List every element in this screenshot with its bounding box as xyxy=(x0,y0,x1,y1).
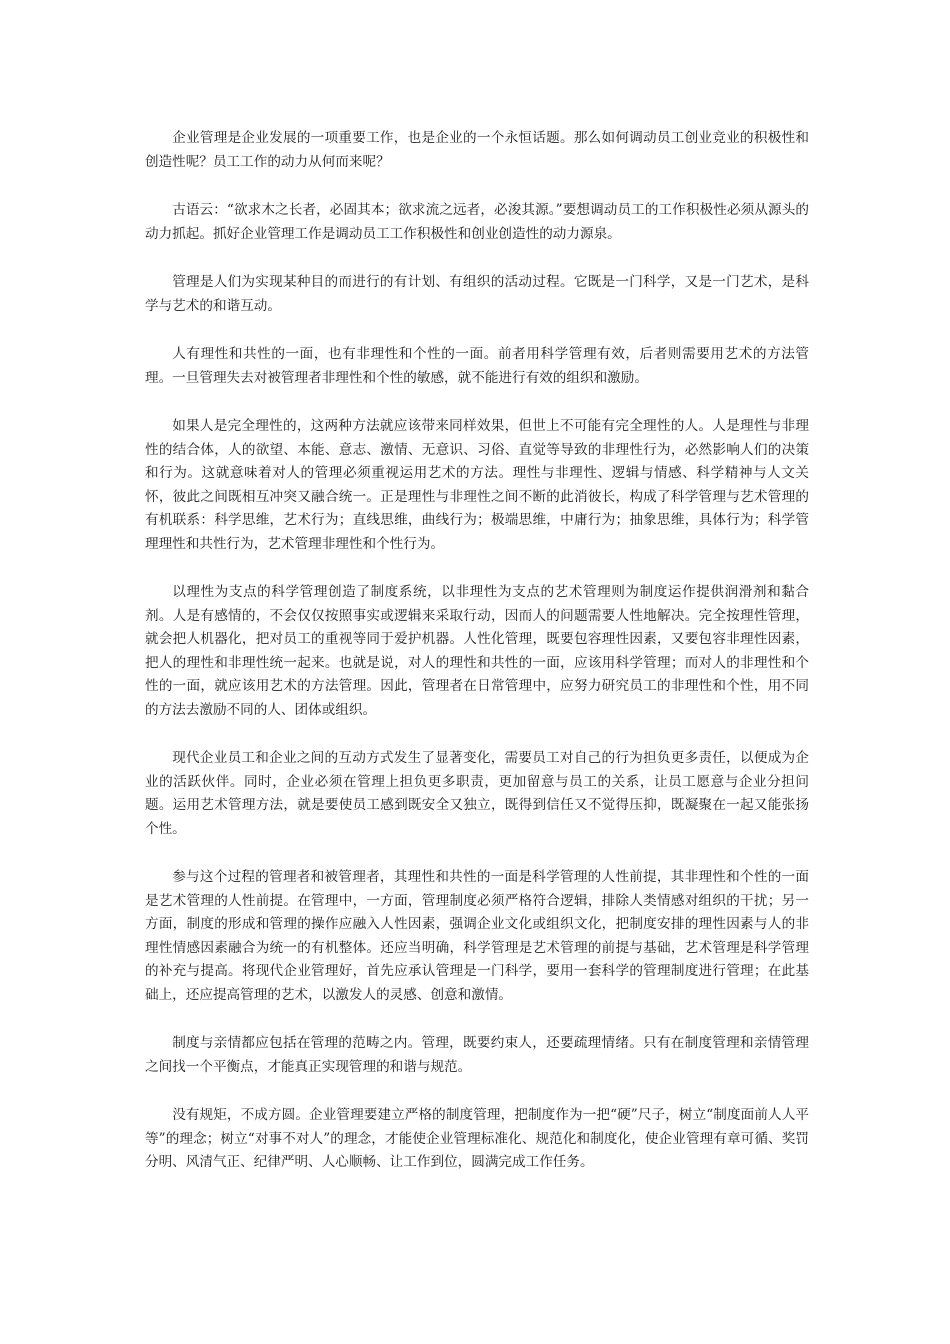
paragraph: 如果人是完全理性的，这两种方法就应该带来同样效果，但世上不可能有完全理性的人。人是理性与非理性的结合体，人的欲望、本能、意志、激情、无意识、习俗、直觉等导致的非理性行为，必然影响人们的决策和行为。这就意味着对人的管理必须重视运用艺术的方法。理性与非理性、逻辑与情感、科学精神与人文关怀，彼此之间既相互冲突又融合统一。正是理性与非理性之间不断的此消彼长，构成了科学管理与艺术管理的有机联系：科学思维，艺术行为；直线思维，曲线行为；极端思维，中庸行为；抽象思维，具体行为；科学管理理性和共性行为，艺术管理非理性和个性行为。 xyxy=(145,418,809,552)
paragraph: 人有理性和共性的一面，也有非理性和个性的一面。前者用科学管理有效，后者则需要用艺术的方法管理。一旦管理失去对被管理者非理性和个性的敏感，就不能进行有效的组织和激励。 xyxy=(145,346,809,386)
paragraph: 制度与亲情都应包括在管理的范畴之内。管理，既要约束人，还要疏理情绪。只有在制度管理和亲情管理之间找一个平衡点，才能真正实现管理的和谐与规范。 xyxy=(145,1035,809,1075)
paragraph: 古语云：“欲求木之长者，必固其本；欲求流之远者，必浚其源。”要想调动员工的工作积极性必须从源头的动力抓起。抓好企业管理工作是调动员工工作积极性和创业创造性的动力源泉。 xyxy=(145,202,809,242)
paragraph: 没有规矩，不成方圆。企业管理要建立严格的制度管理，把制度作为一把“硬”尺子，树立“制度面前人人平等”的理念；树立“对事不对人”的理念，才能使企业管理标准化、规范化和制度化，使企业管理有章可循、奖罚分明、风清气正、纪律严明、人心顺畅、让工作到位，圆满完成工作任务。 xyxy=(145,1107,809,1170)
paragraph: 以理性为支点的科学管理创造了制度系统，以非理性为支点的艺术管理则为制度运作提供润滑剂和黏合剂。人是有感情的，不会仅仅按照事实或逻辑来采取行动，因而人的问题需要人性地解决。完全按理性管理，就会把人机器化，把对员工的重视等同于爱护机器。人性化管理，既要包容理性因素，又要包容非理性因素，把人的理性和非理性统一起来。也就是说，对人的理性和共性的一面，应该用科学管理；而对人的非理性和个性的一面，就应该用艺术的方法管理。因此，管理者在日常管理中，应努力研究员工的非理性和个性，用不同的方法去激励不同的人、团体或组织。 xyxy=(145,584,809,718)
paragraph: 管理是人们为实现某种目的而进行的有计划、有组织的活动过程。它既是一门科学，又是一门艺术，是科学与艺术的和谐互动。 xyxy=(145,274,809,314)
paragraph: 现代企业员工和企业之间的互动方式发生了显著变化，需要员工对自己的行为担负更多责任，以便成为企业的活跃伙伴。同时，企业必须在管理上担负更多职责，更加留意与员工的关系，让员工愿意与企业分担问题。运用艺术管理方法，就是要使员工感到既安全又独立，既得到信任又不觉得压抑，既凝聚在一起又能张扬个性。 xyxy=(145,750,809,837)
document-body xyxy=(145,127,809,1200)
paragraph: 参与这个过程的管理者和被管理者，其理性和共性的一面是科学管理的人性前提，其非理性和个性的一面是艺术管理的人性前提。在管理中，一方面，管理制度必须严格符合逻辑，排除人类情感对组织的干扰；另一方面，制度的形成和管理的操作应融入人性因素，强调企业文化或组织文化，把制度安排的理性因素与人的非理性情感因素融合为统一的有机整体。还应当明确，科学管理是艺术管理的前提与基础，艺术管理是科学管理的补充与提高。将现代企业管理好，首先应承认管理是一门科学，要用一套科学的管理制度进行管理；在此基础上，还应提高管理的艺术，以激发人的灵感、创意和激情。 xyxy=(145,869,809,1003)
paragraph: 企业管理是企业发展的一项重要工作，也是企业的一个永恒话题。那么如何调动员工创业竞业的积极性和创造性呢？员工工作的动力从何而来呢？ xyxy=(145,130,809,170)
